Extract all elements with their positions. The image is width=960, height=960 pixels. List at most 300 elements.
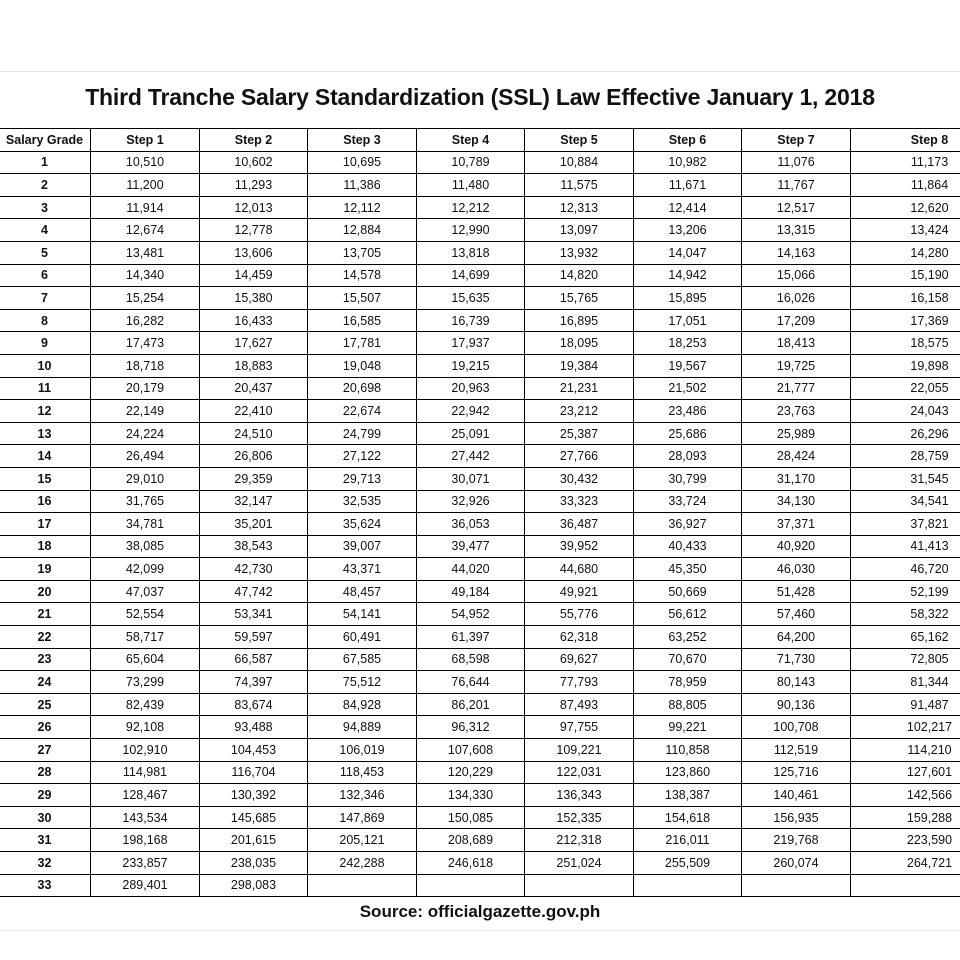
table-row xyxy=(0,829,960,852)
salary-grade-cell: 22 xyxy=(0,626,91,649)
salary-cell: 45,350 xyxy=(634,558,742,581)
salary-cell: 17,473 xyxy=(91,332,200,355)
salary-cell: 52,554 xyxy=(91,603,200,626)
table-row xyxy=(0,445,960,468)
salary-cell: 19,898 xyxy=(851,354,960,377)
salary-cell: 47,742 xyxy=(200,580,308,603)
salary-cell: 102,217 xyxy=(851,716,960,739)
salary-grade-cell: 9 xyxy=(0,332,91,355)
salary-cell: 39,477 xyxy=(417,535,525,558)
salary-cell: 14,163 xyxy=(742,241,851,264)
salary-cell: 11,076 xyxy=(742,151,851,174)
salary-cell: 114,210 xyxy=(851,739,960,762)
salary-cell: 91,487 xyxy=(851,693,960,716)
salary-cell: 15,507 xyxy=(308,287,417,310)
salary-cell: 41,413 xyxy=(851,535,960,558)
salary-cell: 22,674 xyxy=(308,400,417,423)
salary-cell: 13,424 xyxy=(851,219,960,242)
salary-grade-cell: 15 xyxy=(0,467,91,490)
salary-grade-cell: 31 xyxy=(0,829,91,852)
table-row xyxy=(0,716,960,739)
salary-cell: 128,467 xyxy=(91,784,200,807)
table-row xyxy=(0,332,960,355)
salary-cell: 16,895 xyxy=(525,309,634,332)
salary-cell: 201,615 xyxy=(200,829,308,852)
salary-grade-cell: 26 xyxy=(0,716,91,739)
salary-cell: 62,318 xyxy=(525,626,634,649)
salary-cell: 208,689 xyxy=(417,829,525,852)
salary-cell: 20,698 xyxy=(308,377,417,400)
salary-cell: 12,884 xyxy=(308,219,417,242)
salary-grade-cell: 13 xyxy=(0,422,91,445)
table-row xyxy=(0,671,960,694)
salary-cell: 28,424 xyxy=(742,445,851,468)
salary-cell: 20,437 xyxy=(200,377,308,400)
salary-cell: 102,910 xyxy=(91,739,200,762)
salary-cell: 87,493 xyxy=(525,693,634,716)
header-salary-grade: Salary Grade xyxy=(0,129,91,152)
salary-grade-cell: 8 xyxy=(0,309,91,332)
salary-grade-cell: 30 xyxy=(0,806,91,829)
salary-cell: 23,486 xyxy=(634,400,742,423)
salary-cell: 23,212 xyxy=(525,400,634,423)
salary-cell: 28,093 xyxy=(634,445,742,468)
salary-cell: 15,380 xyxy=(200,287,308,310)
salary-cell: 30,799 xyxy=(634,467,742,490)
salary-cell: 18,883 xyxy=(200,354,308,377)
salary-cell: 11,914 xyxy=(91,196,200,219)
salary-cell: 58,717 xyxy=(91,626,200,649)
salary-grade-cell: 24 xyxy=(0,671,91,694)
salary-cell: 17,937 xyxy=(417,332,525,355)
table-row xyxy=(0,174,960,197)
salary-cell: 82,439 xyxy=(91,693,200,716)
salary-cell: 127,601 xyxy=(851,761,960,784)
salary-grade-cell: 27 xyxy=(0,739,91,762)
salary-cell: 60,491 xyxy=(308,626,417,649)
salary-cell: 76,644 xyxy=(417,671,525,694)
salary-cell: 30,071 xyxy=(417,467,525,490)
salary-cell: 109,221 xyxy=(525,739,634,762)
salary-grade-cell: 33 xyxy=(0,874,91,897)
salary-grade-cell: 14 xyxy=(0,445,91,468)
salary-cell: 112,519 xyxy=(742,739,851,762)
salary-cell: 67,585 xyxy=(308,648,417,671)
salary-grade-cell: 16 xyxy=(0,490,91,513)
table-row xyxy=(0,558,960,581)
page-title: Third Tranche Salary Standardization (SSL) Law Effective January 1, 2018 xyxy=(85,84,875,110)
salary-cell: 64,200 xyxy=(742,626,851,649)
salary-cell: 242,288 xyxy=(308,852,417,875)
salary-cell: 20,179 xyxy=(91,377,200,400)
salary-cell xyxy=(417,874,525,897)
salary-grade-cell: 17 xyxy=(0,513,91,536)
header-step-7: Step 7 xyxy=(742,129,851,152)
salary-cell: 140,461 xyxy=(742,784,851,807)
salary-cell: 17,051 xyxy=(634,309,742,332)
salary-cell: 24,043 xyxy=(851,400,960,423)
header-step-8: Step 8 xyxy=(851,129,960,152)
salary-cell: 61,397 xyxy=(417,626,525,649)
salary-cell: 18,575 xyxy=(851,332,960,355)
salary-cell: 16,026 xyxy=(742,287,851,310)
salary-grade-cell: 23 xyxy=(0,648,91,671)
salary-cell: 134,330 xyxy=(417,784,525,807)
salary-cell: 38,085 xyxy=(91,535,200,558)
salary-cell xyxy=(634,874,742,897)
salary-cell: 120,229 xyxy=(417,761,525,784)
salary-cell: 264,721 xyxy=(851,852,960,875)
salary-grade-cell: 11 xyxy=(0,377,91,400)
salary-cell: 14,578 xyxy=(308,264,417,287)
source-credit: Source: officialgazette.gov.ph xyxy=(359,902,601,921)
header-step-4: Step 4 xyxy=(417,129,525,152)
salary-cell: 21,502 xyxy=(634,377,742,400)
salary-cell: 255,509 xyxy=(634,852,742,875)
salary-cell: 35,624 xyxy=(308,513,417,536)
salary-cell: 72,805 xyxy=(851,648,960,671)
salary-grade-cell: 19 xyxy=(0,558,91,581)
salary-grade-cell: 10 xyxy=(0,354,91,377)
header-step-2: Step 2 xyxy=(200,129,308,152)
salary-cell: 24,224 xyxy=(91,422,200,445)
salary-grade-cell: 28 xyxy=(0,761,91,784)
salary-cell: 18,413 xyxy=(742,332,851,355)
salary-cell: 107,608 xyxy=(417,739,525,762)
salary-cell: 15,765 xyxy=(525,287,634,310)
salary-cell: 12,517 xyxy=(742,196,851,219)
salary-grade-cell: 32 xyxy=(0,852,91,875)
salary-cell: 93,488 xyxy=(200,716,308,739)
salary-cell: 23,763 xyxy=(742,400,851,423)
salary-cell: 106,019 xyxy=(308,739,417,762)
top-divider xyxy=(0,71,960,72)
salary-cell: 18,095 xyxy=(525,332,634,355)
table-row xyxy=(0,400,960,423)
salary-cell: 57,460 xyxy=(742,603,851,626)
salary-cell: 33,323 xyxy=(525,490,634,513)
table-row xyxy=(0,784,960,807)
salary-cell: 65,604 xyxy=(91,648,200,671)
salary-cell: 37,821 xyxy=(851,513,960,536)
salary-cell xyxy=(308,874,417,897)
salary-cell: 36,927 xyxy=(634,513,742,536)
salary-cell: 77,793 xyxy=(525,671,634,694)
table-row xyxy=(0,603,960,626)
salary-cell: 16,282 xyxy=(91,309,200,332)
salary-cell: 14,699 xyxy=(417,264,525,287)
salary-cell: 12,013 xyxy=(200,196,308,219)
salary-cell: 10,510 xyxy=(91,151,200,174)
table-row xyxy=(0,580,960,603)
salary-cell: 32,535 xyxy=(308,490,417,513)
salary-cell: 52,199 xyxy=(851,580,960,603)
salary-cell: 16,739 xyxy=(417,309,525,332)
table-row xyxy=(0,626,960,649)
salary-cell: 46,720 xyxy=(851,558,960,581)
salary-cell: 80,143 xyxy=(742,671,851,694)
salary-cell: 122,031 xyxy=(525,761,634,784)
salary-cell: 17,627 xyxy=(200,332,308,355)
salary-cell: 216,011 xyxy=(634,829,742,852)
salary-cell: 24,510 xyxy=(200,422,308,445)
salary-cell: 138,387 xyxy=(634,784,742,807)
salary-cell: 14,820 xyxy=(525,264,634,287)
salary-cell: 145,685 xyxy=(200,806,308,829)
salary-cell: 29,713 xyxy=(308,467,417,490)
salary-cell: 12,212 xyxy=(417,196,525,219)
salary-table xyxy=(0,128,960,897)
salary-cell: 12,414 xyxy=(634,196,742,219)
salary-cell: 31,765 xyxy=(91,490,200,513)
salary-cell: 12,112 xyxy=(308,196,417,219)
salary-cell: 50,669 xyxy=(634,580,742,603)
salary-cell: 84,928 xyxy=(308,693,417,716)
salary-cell: 233,857 xyxy=(91,852,200,875)
salary-cell: 289,401 xyxy=(91,874,200,897)
salary-cell: 49,921 xyxy=(525,580,634,603)
salary-grade-cell: 5 xyxy=(0,241,91,264)
salary-cell: 44,020 xyxy=(417,558,525,581)
salary-cell: 20,963 xyxy=(417,377,525,400)
salary-cell: 12,674 xyxy=(91,219,200,242)
salary-cell: 19,384 xyxy=(525,354,634,377)
table-row xyxy=(0,309,960,332)
salary-cell: 150,085 xyxy=(417,806,525,829)
salary-cell: 13,705 xyxy=(308,241,417,264)
salary-cell: 32,926 xyxy=(417,490,525,513)
salary-grade-cell: 29 xyxy=(0,784,91,807)
salary-cell: 11,480 xyxy=(417,174,525,197)
salary-cell: 13,315 xyxy=(742,219,851,242)
salary-cell: 58,322 xyxy=(851,603,960,626)
salary-cell: 15,254 xyxy=(91,287,200,310)
salary-cell: 22,055 xyxy=(851,377,960,400)
salary-cell: 260,074 xyxy=(742,852,851,875)
salary-cell: 32,147 xyxy=(200,490,308,513)
table-row xyxy=(0,806,960,829)
header-step-6: Step 6 xyxy=(634,129,742,152)
salary-cell: 15,066 xyxy=(742,264,851,287)
salary-cell: 125,716 xyxy=(742,761,851,784)
header-step-1: Step 1 xyxy=(91,129,200,152)
salary-cell: 13,818 xyxy=(417,241,525,264)
salary-cell: 31,545 xyxy=(851,467,960,490)
salary-cell: 104,453 xyxy=(200,739,308,762)
salary-cell: 11,173 xyxy=(851,151,960,174)
salary-cell: 26,296 xyxy=(851,422,960,445)
salary-cell: 21,777 xyxy=(742,377,851,400)
table-row xyxy=(0,693,960,716)
salary-cell: 219,768 xyxy=(742,829,851,852)
table-row xyxy=(0,648,960,671)
salary-cell: 25,091 xyxy=(417,422,525,445)
salary-cell: 24,799 xyxy=(308,422,417,445)
salary-cell: 25,387 xyxy=(525,422,634,445)
salary-cell: 246,618 xyxy=(417,852,525,875)
salary-cell: 48,457 xyxy=(308,580,417,603)
salary-cell: 13,932 xyxy=(525,241,634,264)
salary-cell: 40,920 xyxy=(742,535,851,558)
salary-cell: 43,371 xyxy=(308,558,417,581)
salary-cell: 16,433 xyxy=(200,309,308,332)
salary-cell: 78,959 xyxy=(634,671,742,694)
salary-cell: 10,695 xyxy=(308,151,417,174)
salary-cell: 71,730 xyxy=(742,648,851,671)
salary-cell: 54,141 xyxy=(308,603,417,626)
salary-cell: 46,030 xyxy=(742,558,851,581)
salary-cell: 21,231 xyxy=(525,377,634,400)
salary-cell: 37,371 xyxy=(742,513,851,536)
salary-cell: 27,766 xyxy=(525,445,634,468)
salary-cell: 55,776 xyxy=(525,603,634,626)
salary-cell: 14,459 xyxy=(200,264,308,287)
table-row xyxy=(0,467,960,490)
salary-cell: 12,990 xyxy=(417,219,525,242)
salary-cell: 159,288 xyxy=(851,806,960,829)
salary-cell: 42,099 xyxy=(91,558,200,581)
salary-cell: 34,781 xyxy=(91,513,200,536)
salary-cell: 205,121 xyxy=(308,829,417,852)
salary-grade-cell: 7 xyxy=(0,287,91,310)
salary-cell: 212,318 xyxy=(525,829,634,852)
salary-cell: 88,805 xyxy=(634,693,742,716)
salary-cell: 15,635 xyxy=(417,287,525,310)
table-row xyxy=(0,377,960,400)
salary-cell: 10,789 xyxy=(417,151,525,174)
salary-cell: 25,989 xyxy=(742,422,851,445)
header-row xyxy=(0,129,960,152)
salary-cell: 13,481 xyxy=(91,241,200,264)
salary-cell: 142,566 xyxy=(851,784,960,807)
salary-cell: 17,781 xyxy=(308,332,417,355)
table-row xyxy=(0,422,960,445)
salary-cell: 99,221 xyxy=(634,716,742,739)
salary-cell: 97,755 xyxy=(525,716,634,739)
salary-cell: 16,585 xyxy=(308,309,417,332)
salary-cell: 68,598 xyxy=(417,648,525,671)
salary-cell: 116,704 xyxy=(200,761,308,784)
salary-cell: 11,575 xyxy=(525,174,634,197)
salary-cell: 10,884 xyxy=(525,151,634,174)
salary-cell: 36,053 xyxy=(417,513,525,536)
table-row xyxy=(0,513,960,536)
table-row xyxy=(0,354,960,377)
salary-grade-cell: 1 xyxy=(0,151,91,174)
salary-cell: 11,386 xyxy=(308,174,417,197)
salary-cell: 12,620 xyxy=(851,196,960,219)
salary-cell: 19,215 xyxy=(417,354,525,377)
salary-cell: 19,048 xyxy=(308,354,417,377)
table-row xyxy=(0,219,960,242)
salary-cell: 31,170 xyxy=(742,467,851,490)
salary-cell: 29,359 xyxy=(200,467,308,490)
salary-cell: 11,671 xyxy=(634,174,742,197)
salary-cell: 14,280 xyxy=(851,241,960,264)
salary-cell: 14,942 xyxy=(634,264,742,287)
salary-cell: 73,299 xyxy=(91,671,200,694)
salary-cell: 34,130 xyxy=(742,490,851,513)
salary-cell: 30,432 xyxy=(525,467,634,490)
table-row xyxy=(0,151,960,174)
salary-cell: 13,606 xyxy=(200,241,308,264)
salary-cell: 83,674 xyxy=(200,693,308,716)
salary-cell: 47,037 xyxy=(91,580,200,603)
salary-cell: 251,024 xyxy=(525,852,634,875)
salary-cell: 27,122 xyxy=(308,445,417,468)
salary-cell: 100,708 xyxy=(742,716,851,739)
salary-grade-cell: 6 xyxy=(0,264,91,287)
salary-cell: 63,252 xyxy=(634,626,742,649)
salary-cell: 12,778 xyxy=(200,219,308,242)
salary-cell: 27,442 xyxy=(417,445,525,468)
salary-grade-cell: 3 xyxy=(0,196,91,219)
table-row xyxy=(0,196,960,219)
salary-grade-cell: 21 xyxy=(0,603,91,626)
salary-cell: 18,718 xyxy=(91,354,200,377)
salary-cell: 54,952 xyxy=(417,603,525,626)
salary-cell: 156,935 xyxy=(742,806,851,829)
salary-cell: 26,494 xyxy=(91,445,200,468)
salary-cell: 17,369 xyxy=(851,309,960,332)
salary-cell: 13,097 xyxy=(525,219,634,242)
salary-cell: 11,864 xyxy=(851,174,960,197)
salary-cell: 132,346 xyxy=(308,784,417,807)
salary-cell: 39,007 xyxy=(308,535,417,558)
table-body xyxy=(0,151,960,897)
salary-cell xyxy=(851,874,960,897)
salary-cell: 66,587 xyxy=(200,648,308,671)
bottom-divider xyxy=(0,930,960,931)
salary-cell: 33,724 xyxy=(634,490,742,513)
salary-cell: 22,410 xyxy=(200,400,308,423)
salary-cell: 19,725 xyxy=(742,354,851,377)
salary-cell: 123,860 xyxy=(634,761,742,784)
salary-cell: 56,612 xyxy=(634,603,742,626)
salary-cell: 198,168 xyxy=(91,829,200,852)
salary-cell: 22,942 xyxy=(417,400,525,423)
salary-cell: 69,627 xyxy=(525,648,634,671)
salary-cell: 14,340 xyxy=(91,264,200,287)
header-step-5: Step 5 xyxy=(525,129,634,152)
salary-cell: 59,597 xyxy=(200,626,308,649)
salary-cell: 92,108 xyxy=(91,716,200,739)
salary-grade-cell: 20 xyxy=(0,580,91,603)
salary-cell: 26,806 xyxy=(200,445,308,468)
salary-cell: 53,341 xyxy=(200,603,308,626)
table-row xyxy=(0,535,960,558)
salary-cell: 28,759 xyxy=(851,445,960,468)
salary-cell: 152,335 xyxy=(525,806,634,829)
table-row xyxy=(0,874,960,897)
salary-cell: 15,895 xyxy=(634,287,742,310)
salary-cell: 136,343 xyxy=(525,784,634,807)
salary-cell: 130,392 xyxy=(200,784,308,807)
salary-cell: 35,201 xyxy=(200,513,308,536)
salary-cell: 10,602 xyxy=(200,151,308,174)
salary-cell: 13,206 xyxy=(634,219,742,242)
salary-cell: 25,686 xyxy=(634,422,742,445)
salary-cell: 14,047 xyxy=(634,241,742,264)
salary-cell: 86,201 xyxy=(417,693,525,716)
salary-cell: 114,981 xyxy=(91,761,200,784)
salary-cell: 44,680 xyxy=(525,558,634,581)
salary-cell: 16,158 xyxy=(851,287,960,310)
salary-grade-cell: 4 xyxy=(0,219,91,242)
salary-cell: 17,209 xyxy=(742,309,851,332)
salary-cell: 22,149 xyxy=(91,400,200,423)
salary-cell: 143,534 xyxy=(91,806,200,829)
